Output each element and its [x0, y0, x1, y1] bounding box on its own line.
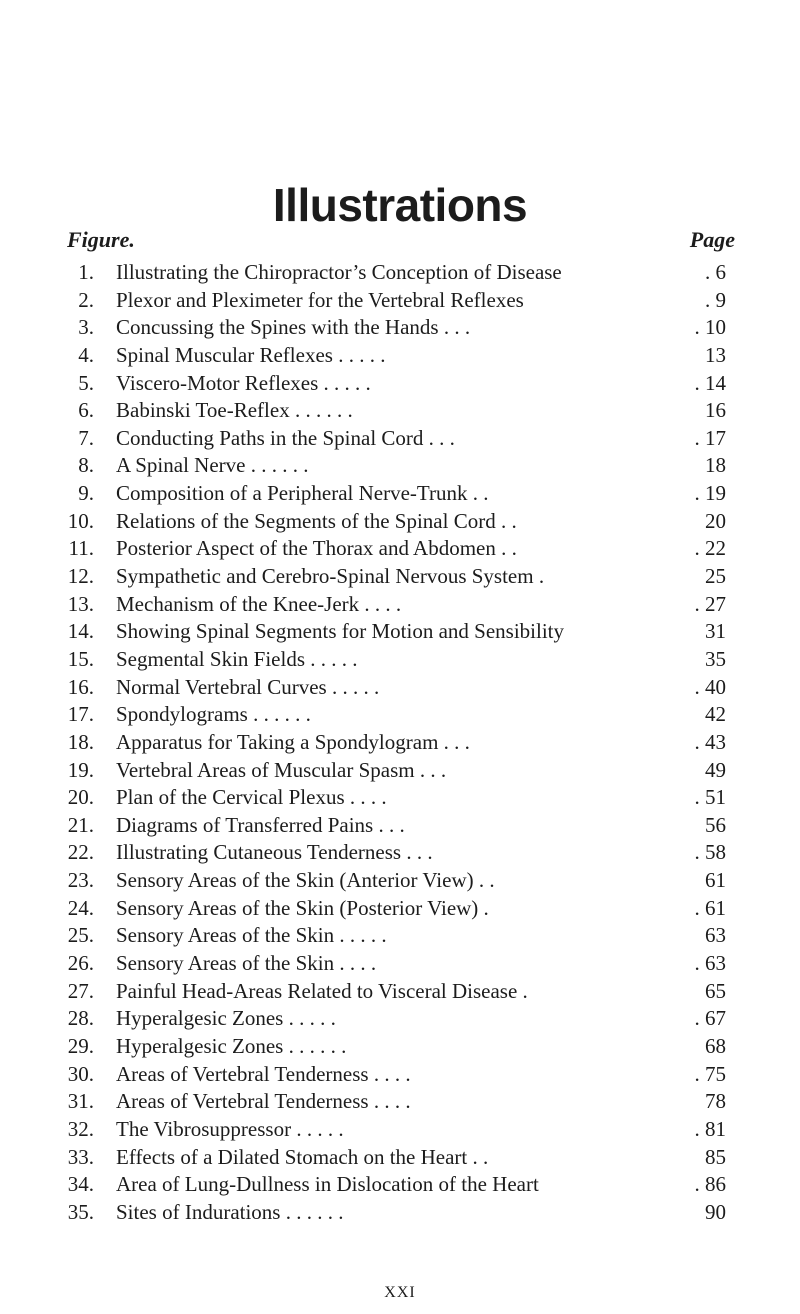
- list-item: [0, 1144, 800, 1172]
- list-item: [0, 1199, 800, 1227]
- page-number: 61: [705, 868, 726, 893]
- page-number: 65: [705, 978, 726, 1003]
- page-number: . 9: [705, 287, 726, 312]
- figure-number: 26.: [67, 951, 94, 976]
- figure-number: 15.: [67, 646, 94, 671]
- list-item: [0, 729, 800, 757]
- figure-number: 9.: [78, 481, 94, 506]
- page-number: . 61: [694, 895, 726, 920]
- page-number: . 81: [694, 1116, 726, 1141]
- figure-caption: Showing Spinal Segments for Motion and Sensibility: [116, 619, 565, 644]
- page-number: . 17: [694, 425, 726, 450]
- figure-number: 25.: [67, 923, 94, 948]
- page-number: 31: [705, 619, 726, 644]
- figure-caption: The Vibrosuppressor . . . . .: [116, 1116, 344, 1141]
- page-number: . 14: [694, 370, 726, 395]
- figure-number: 18.: [67, 729, 94, 754]
- list-item: [0, 895, 800, 923]
- figure-caption: Spondylograms . . . . . .: [116, 702, 311, 727]
- list-item: [0, 1171, 800, 1199]
- list-item: [0, 591, 800, 619]
- illustrations-list: [0, 259, 800, 1226]
- page-number: 90: [705, 1199, 726, 1224]
- figure-number: 3.: [78, 315, 94, 340]
- figure-number: 31.: [67, 1089, 94, 1114]
- figure-number: 19.: [67, 757, 94, 782]
- figure-caption: Sites of Indurations . . . . . .: [116, 1199, 344, 1224]
- page-number: 25: [705, 564, 726, 589]
- figure-caption: Hyperalgesic Zones . . . . . .: [116, 1033, 347, 1058]
- page-number: . 86: [694, 1172, 726, 1197]
- list-item: [0, 1033, 800, 1061]
- page-number: 18: [705, 453, 726, 478]
- page-number: 78: [705, 1089, 726, 1114]
- figure-number: 16.: [67, 674, 94, 699]
- figure-column-header: Figure.: [67, 227, 135, 252]
- list-item: [0, 950, 800, 978]
- figure-caption: Areas of Vertebral Tenderness . . . .: [116, 1089, 411, 1114]
- list-item: [0, 314, 800, 342]
- figure-number: 6.: [78, 398, 94, 423]
- page-number-footer: XXI: [384, 1284, 416, 1301]
- list-item: [0, 646, 800, 674]
- page-number: . 6: [705, 260, 726, 284]
- list-item: [0, 480, 800, 508]
- figure-caption: Spinal Muscular Reflexes . . . . .: [116, 342, 386, 367]
- list-item: [0, 342, 800, 370]
- figure-caption: Concussing the Spines with the Hands . . .: [116, 315, 471, 340]
- page-column-header: Page: [689, 227, 735, 252]
- list-item: [0, 1061, 800, 1089]
- page-number: 16: [705, 398, 726, 423]
- figure-caption: Sensory Areas of the Skin . . . . .: [116, 923, 387, 948]
- figure-number: 1.: [78, 260, 94, 284]
- list-item: [0, 1005, 800, 1033]
- figure-number: 28.: [67, 1006, 94, 1031]
- figure-number: 7.: [78, 425, 94, 450]
- page-number: . 58: [694, 840, 726, 865]
- figure-number: 33.: [67, 1144, 94, 1169]
- page-number: 42: [705, 702, 726, 727]
- list-item: [0, 563, 800, 591]
- figure-number: 12.: [67, 564, 94, 589]
- page-number: 85: [705, 1144, 726, 1169]
- list-item: [0, 674, 800, 702]
- figure-caption: A Spinal Nerve . . . . . .: [116, 453, 309, 478]
- figure-caption: Diagrams of Transferred Pains . . .: [116, 812, 405, 837]
- page-number: 49: [705, 757, 726, 782]
- figure-number: 13.: [67, 591, 94, 616]
- page-number: . 27: [694, 591, 726, 616]
- figure-caption: Conducting Paths in the Spinal Cord . . .: [116, 425, 455, 450]
- list-item: [0, 618, 800, 646]
- list-item: [0, 701, 800, 729]
- figure-number: 17.: [67, 702, 94, 727]
- list-item: [0, 757, 800, 785]
- page-number: . 10: [694, 315, 726, 340]
- figure-caption: Viscero-Motor Reflexes . . . . .: [116, 370, 371, 395]
- list-item: [0, 425, 800, 453]
- list-item: [0, 922, 800, 950]
- figure-number: 14.: [67, 619, 94, 644]
- list-item: [0, 978, 800, 1006]
- figure-caption: Plan of the Cervical Plexus . . . .: [116, 785, 387, 810]
- figure-number: 11.: [68, 536, 94, 561]
- figure-caption: Hyperalgesic Zones . . . . .: [116, 1006, 336, 1031]
- figure-caption: Sensory Areas of the Skin . . . .: [116, 951, 377, 976]
- page-number: 56: [705, 812, 726, 837]
- figure-number: 35.: [67, 1199, 94, 1224]
- figure-caption: Segmental Skin Fields . . . . .: [116, 646, 358, 671]
- page-number: 63: [705, 923, 726, 948]
- figure-caption: Apparatus for Taking a Spondylogram . . .: [116, 729, 470, 754]
- figure-number: 5.: [78, 370, 94, 395]
- page-number: . 75: [694, 1061, 726, 1086]
- page-number: . 19: [694, 481, 726, 506]
- figure-caption: Normal Vertebral Curves . . . . .: [116, 674, 380, 699]
- figure-number: 27.: [67, 978, 94, 1003]
- figure-caption: Sensory Areas of the Skin (Anterior View) . .: [116, 868, 495, 893]
- figure-caption: Sensory Areas of the Skin (Posterior View) .: [116, 895, 489, 920]
- page-number: 35: [705, 646, 726, 671]
- figure-caption: Mechanism of the Knee-Jerk . . . .: [116, 591, 402, 616]
- figure-number: 20.: [67, 785, 94, 810]
- figure-number: 32.: [67, 1116, 94, 1141]
- figure-caption: Vertebral Areas of Muscular Spasm . . .: [116, 757, 447, 782]
- list-item: [0, 839, 800, 867]
- figure-caption: Illustrating the Chiropractor’s Conception of Disease: [116, 260, 562, 284]
- figure-caption: Posterior Aspect of the Thorax and Abdomen . .: [116, 536, 517, 561]
- figure-caption: Illustrating Cutaneous Tenderness . . .: [116, 840, 433, 865]
- list-item: [0, 535, 800, 563]
- list-item: [0, 452, 800, 480]
- figure-caption: Area of Lung-Dullness in Dislocation of the Heart: [116, 1172, 539, 1197]
- figure-caption: Relations of the Segments of the Spinal Cord . .: [116, 508, 517, 533]
- page-number: . 51: [694, 785, 726, 810]
- page-number: 13: [705, 342, 726, 367]
- list-item: [0, 508, 800, 536]
- figure-number: 21.: [67, 812, 94, 837]
- page-number: . 40: [694, 674, 726, 699]
- figure-number: 29.: [67, 1033, 94, 1058]
- page-number: . 43: [694, 729, 726, 754]
- figure-number: 2.: [78, 287, 94, 312]
- figure-caption: Painful Head-Areas Related to Visceral Disease .: [116, 978, 528, 1003]
- list-item: [0, 1088, 800, 1116]
- list-item: [0, 867, 800, 895]
- page-number: 20: [705, 508, 726, 533]
- figure-caption: Areas of Vertebral Tenderness . . . .: [116, 1061, 411, 1086]
- page-number: 68: [705, 1033, 726, 1058]
- page-title: Illustrations: [272, 179, 528, 231]
- list-item: [0, 370, 800, 398]
- list-item: [0, 1116, 800, 1144]
- figure-caption: Plexor and Pleximeter for the Vertebral Reflexes: [116, 287, 524, 312]
- figure-number: 30.: [67, 1061, 94, 1086]
- list-item: [0, 397, 800, 425]
- list-item: [0, 812, 800, 840]
- page-number: . 22: [694, 536, 726, 561]
- figure-number: 24.: [67, 895, 94, 920]
- list-item: [0, 784, 800, 812]
- page-number: . 67: [694, 1006, 726, 1031]
- figure-number: 23.: [67, 868, 94, 893]
- figure-caption: Sympathetic and Cerebro-Spinal Nervous System .: [116, 564, 545, 589]
- figure-number: 22.: [67, 840, 94, 865]
- list-item: [0, 259, 800, 287]
- figure-number: 4.: [78, 342, 94, 367]
- figure-number: 10.: [67, 508, 94, 533]
- figure-caption: Effects of a Dilated Stomach on the Heart . .: [116, 1144, 489, 1169]
- figure-number: 34.: [67, 1172, 94, 1197]
- figure-caption: Babinski Toe-Reflex . . . . . .: [116, 398, 353, 423]
- figure-caption: Composition of a Peripheral Nerve-Trunk . .: [116, 481, 489, 506]
- list-item: [0, 287, 800, 315]
- figure-number: 8.: [78, 453, 94, 478]
- page-number: . 63: [694, 951, 726, 976]
